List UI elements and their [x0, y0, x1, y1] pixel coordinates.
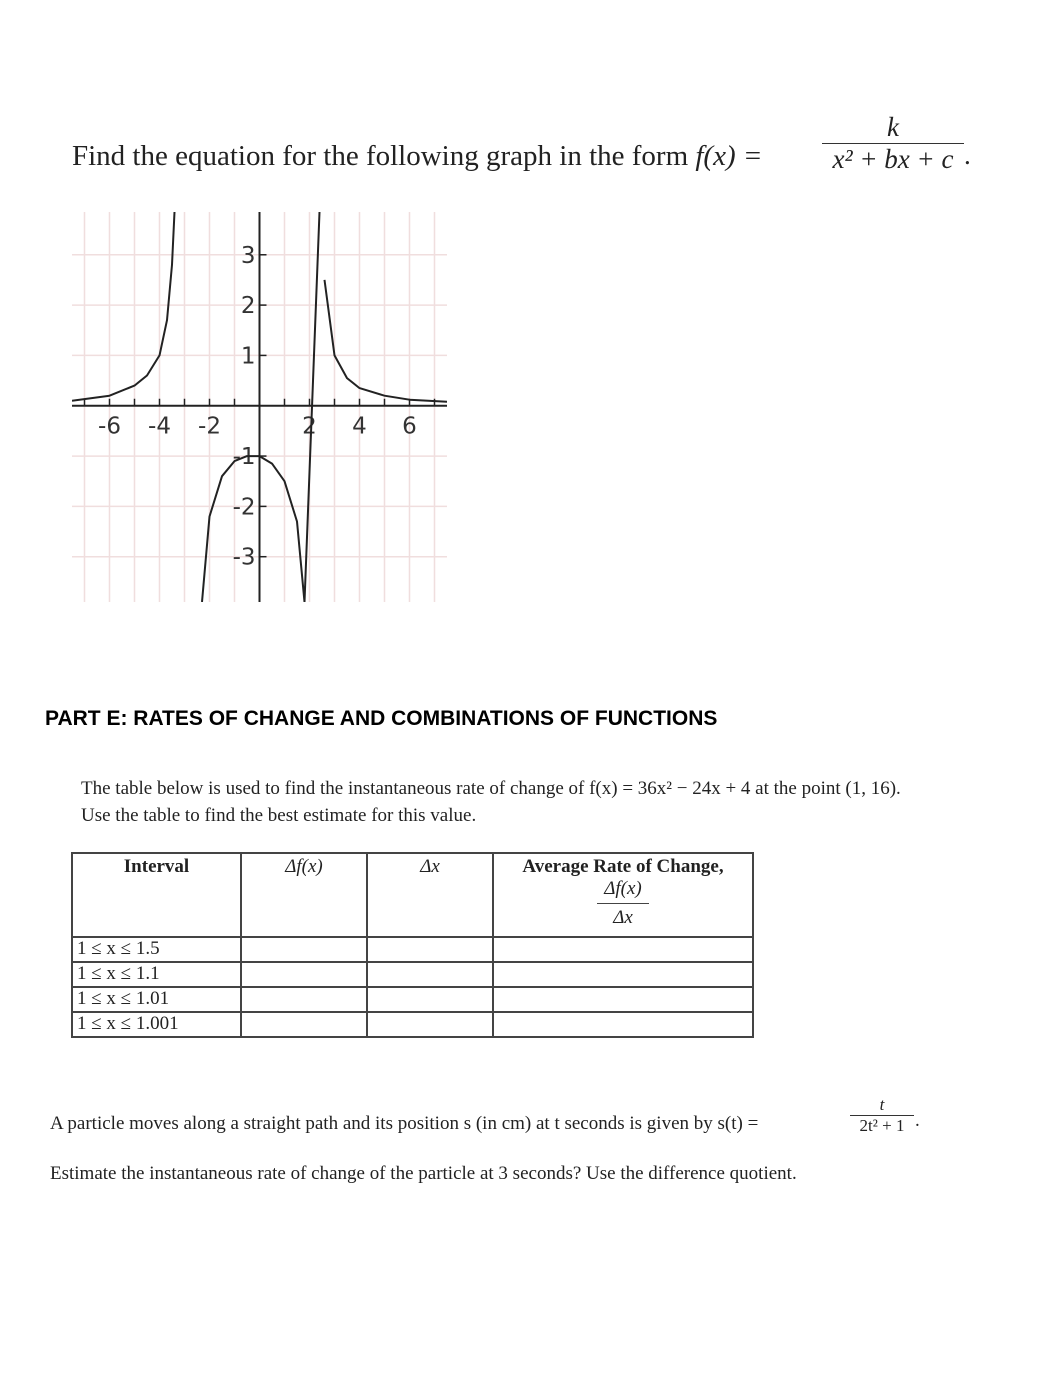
delta-f-cell[interactable]	[241, 937, 367, 962]
average-rate-cell[interactable]	[493, 987, 753, 1012]
arc-denominator: Δx	[613, 907, 633, 928]
delta-f-cell[interactable]	[241, 987, 367, 1012]
average-rate-cell[interactable]	[493, 937, 753, 962]
table-row	[72, 987, 753, 1012]
denominator: 2t² + 1	[859, 1116, 905, 1135]
period: .	[964, 140, 971, 170]
table-row	[72, 1012, 753, 1037]
question-text: Find the equation for the following graph in the form	[72, 140, 689, 172]
y-tick-label: -1	[232, 444, 256, 471]
denominator: x² + bx + c	[832, 144, 954, 174]
position-function-fraction	[850, 1095, 914, 1136]
x-tick-label: 6	[402, 413, 417, 440]
x-tick-label: -4	[148, 413, 171, 440]
particle-question-line2: Estimate the instantaneous rate of change of the particle at 3 seconds? Use the difference quotient.	[50, 1163, 797, 1184]
x-tick-label: -6	[98, 413, 121, 440]
average-rate-cell[interactable]	[493, 1012, 753, 1037]
header-delta-f: Δf(x)	[241, 853, 367, 937]
rational-function-graph	[72, 212, 447, 602]
interval-cell: 1 ≤ x ≤ 1.1	[72, 962, 241, 987]
table-intro-line1: The table below is used to find the instantaneous rate of change of f(x) = 36x² − 24x + 4 at the point (1, 16).	[81, 778, 901, 799]
y-tick-label: 1	[240, 343, 256, 370]
average-rate-cell[interactable]	[493, 962, 753, 987]
delta-x-cell[interactable]	[367, 1012, 493, 1037]
delta-x-cell[interactable]	[367, 987, 493, 1012]
average-rate-label: Average Rate of Change,	[522, 856, 724, 877]
header-interval: Interval	[72, 853, 241, 937]
x-tick-label: -2	[198, 413, 221, 440]
table-row	[72, 937, 753, 962]
function-curve-branch-2	[202, 212, 320, 602]
delta-f-cell[interactable]	[241, 962, 367, 987]
delta-f-cell[interactable]	[241, 1012, 367, 1037]
delta-x-cell[interactable]	[367, 962, 493, 987]
interval-cell: 1 ≤ x ≤ 1.01	[72, 987, 241, 1012]
numerator: t	[879, 1095, 885, 1114]
period: .	[915, 1110, 920, 1131]
y-tick-label: -2	[232, 494, 256, 521]
fraction-bar	[597, 903, 649, 904]
rational-form-fraction	[822, 112, 964, 175]
interval-cell: 1 ≤ x ≤ 1.5	[72, 937, 241, 962]
header-delta-x: Δx	[367, 853, 493, 937]
question-graph-equation	[72, 140, 762, 173]
interval-cell: 1 ≤ x ≤ 1.001	[72, 1012, 241, 1037]
part-e-heading: PART E: RATES OF CHANGE AND COMBINATIONS OF FUNCTIONS	[45, 707, 718, 730]
particle-question-line1: A particle moves along a straight path and its position s (in cm) at t seconds is given by s(t) =	[50, 1113, 759, 1134]
delta-x-cell[interactable]	[367, 937, 493, 962]
numerator: k	[887, 112, 899, 142]
table-intro-line2: Use the table to find the best estimate for this value.	[81, 805, 477, 826]
arc-numerator: Δf(x)	[604, 878, 642, 899]
header-average-rate	[493, 853, 753, 937]
function-curve-branch-3	[325, 280, 448, 402]
rate-of-change-table	[71, 852, 754, 1038]
x-tick-label: 2	[302, 413, 317, 440]
table-row	[72, 962, 753, 987]
function-lhs: f(x) =	[695, 140, 763, 172]
x-tick-label: 4	[352, 413, 367, 440]
y-tick-label: 2	[240, 293, 256, 320]
y-tick-label: 3	[240, 242, 256, 269]
y-tick-label: -3	[232, 544, 256, 571]
